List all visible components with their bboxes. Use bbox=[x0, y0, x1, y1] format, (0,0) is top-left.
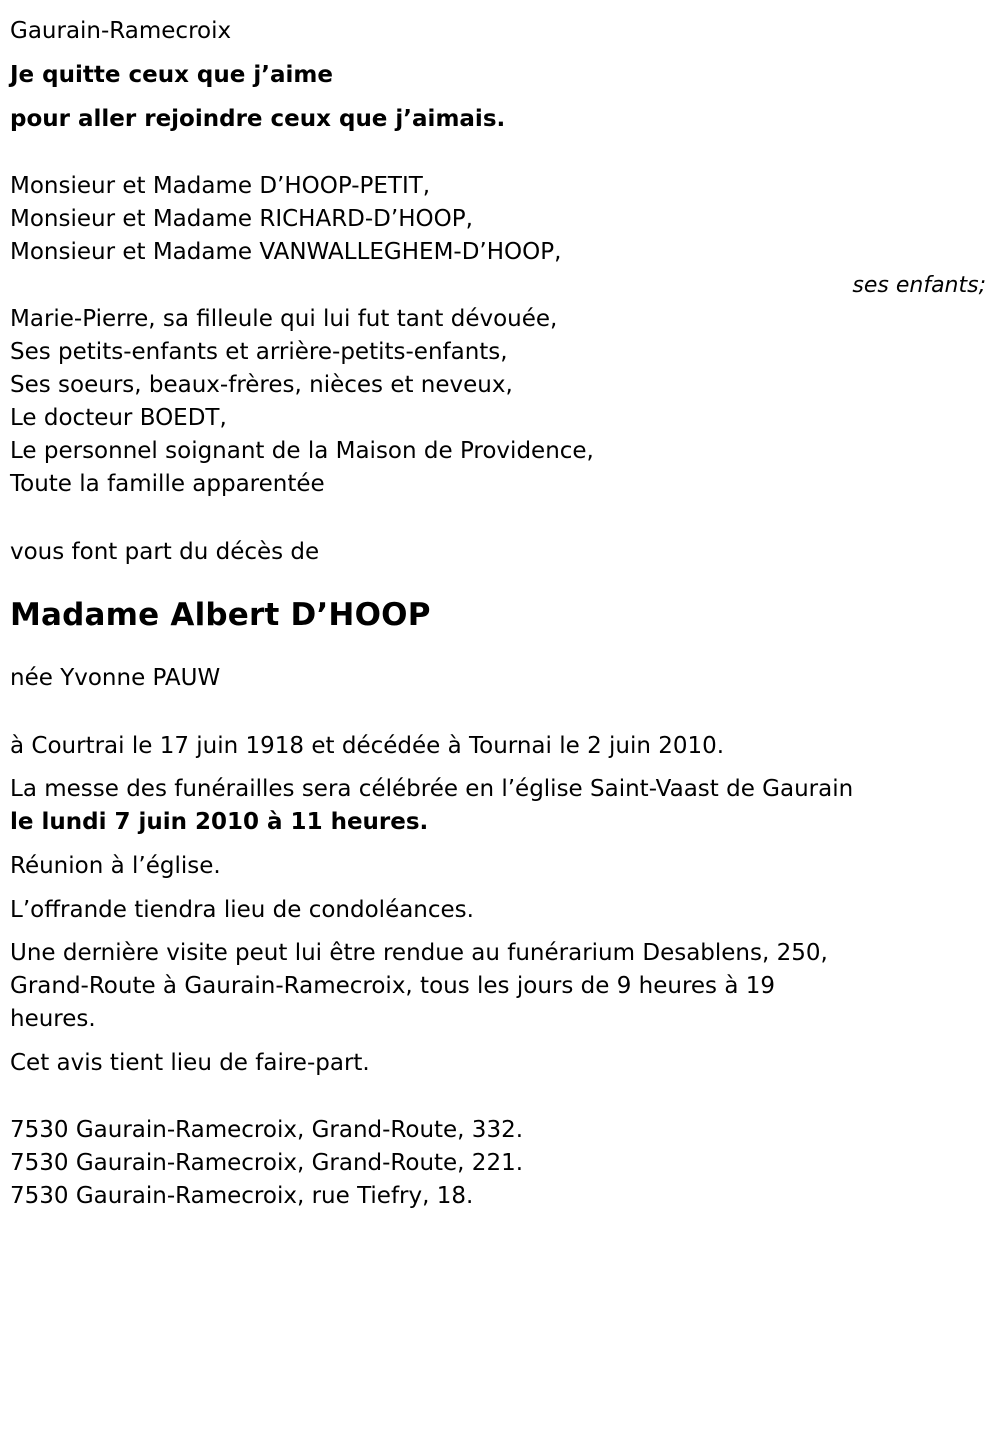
spacer bbox=[10, 48, 990, 58]
epigraph-line-1: Je quitte ceux que j’aime bbox=[10, 62, 333, 88]
spacer bbox=[10, 1036, 990, 1046]
reunion-line: Réunion à l’église. bbox=[10, 853, 221, 879]
birth-death-line: à Courtrai le 17 juin 1918 et décédée à Tournai le 2 juin 2010. bbox=[10, 733, 725, 759]
visit-line: heures. bbox=[10, 1006, 96, 1032]
spacer bbox=[10, 92, 990, 102]
spacer bbox=[10, 883, 990, 893]
spacer bbox=[10, 136, 990, 170]
spacer bbox=[10, 569, 990, 593]
spacer bbox=[10, 839, 990, 849]
mass-block bbox=[10, 773, 990, 839]
address-line: 7530 Gaurain-Ramecroix, rue Tiefry, 18. bbox=[10, 1183, 474, 1209]
spacer bbox=[10, 695, 990, 729]
mass-church-line: La messe des funérailles sera célébrée en l’église Saint-Vaast de Gaurain bbox=[10, 776, 854, 802]
maiden-name: née Yvonne PAUW bbox=[10, 665, 221, 691]
address-line: 7530 Gaurain-Ramecroix, Grand-Route, 221. bbox=[10, 1150, 524, 1176]
spacer bbox=[10, 637, 990, 661]
addresses-block bbox=[10, 1114, 990, 1213]
faire-part-note: Cet avis tient lieu de faire-part. bbox=[10, 1050, 370, 1076]
visit-line: Une dernière visite peut lui être rendue au funérarium Desablens, 250, bbox=[10, 940, 828, 966]
spacer bbox=[10, 927, 990, 937]
family-line: Monsieur et Madame VANWALLEGHEM-D’HOOP, bbox=[10, 239, 562, 265]
mass-datetime-line: le lundi 7 juin 2010 à 11 heures. bbox=[10, 809, 429, 835]
relatives-line: Ses soeurs, beaux-frères, nièces et neveux, bbox=[10, 372, 513, 398]
relatives-line: Le docteur BOEDT, bbox=[10, 405, 227, 431]
address-line: 7530 Gaurain-Ramecroix, Grand-Route, 332. bbox=[10, 1117, 524, 1143]
family-line: Monsieur et Madame D’HOOP-PETIT, bbox=[10, 173, 431, 199]
locality-header: Gaurain-Ramecroix bbox=[10, 18, 232, 44]
visit-block bbox=[10, 937, 990, 1036]
family-line: Monsieur et Madame RICHARD-D’HOOP, bbox=[10, 206, 473, 232]
epigraph-line-2: pour aller rejoindre ceux que j’aimais. bbox=[10, 106, 506, 132]
spacer bbox=[10, 501, 990, 535]
offering-line: L’offrande tiendra lieu de condoléances. bbox=[10, 897, 474, 923]
relatives-line: Ses petits-enfants et arrière-petits-enfants, bbox=[10, 339, 508, 365]
spacer bbox=[10, 763, 990, 773]
visit-line: Grand-Route à Gaurain-Ramecroix, tous les jours de 9 heures à 19 bbox=[10, 973, 776, 999]
relatives-block bbox=[10, 303, 990, 501]
relatives-line: Le personnel soignant de la Maison de Providence, bbox=[10, 438, 594, 464]
deceased-name: Madame Albert D’HOOP bbox=[10, 597, 431, 633]
children-note-row bbox=[10, 269, 990, 303]
family-block bbox=[10, 170, 990, 269]
children-note: ses enfants; bbox=[852, 273, 986, 298]
announcement-line: vous font part du décès de bbox=[10, 539, 320, 565]
spacer bbox=[10, 1080, 990, 1114]
relatives-line: Toute la famille apparentée bbox=[10, 471, 325, 497]
relatives-line: Marie-Pierre, sa filleule qui lui fut tant dévouée, bbox=[10, 306, 558, 332]
